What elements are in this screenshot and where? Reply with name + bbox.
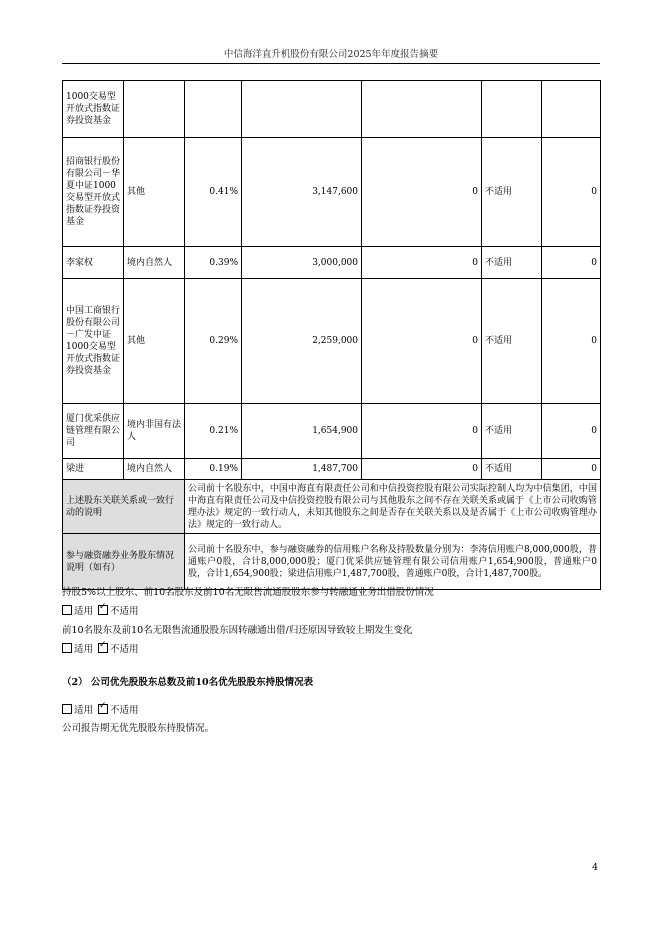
- cell-name: 梁进: [63, 459, 124, 480]
- cell-restricted: 0: [362, 279, 482, 404]
- table-row: [63, 459, 601, 480]
- applicable-checkbox[interactable]: [62, 704, 72, 714]
- cell-type: 境内非国有法人: [124, 404, 185, 459]
- not-applicable-checkbox[interactable]: [98, 605, 108, 615]
- margin-trading-row: [63, 534, 601, 590]
- lending-note: 持股5%以上股东、前10名股东及前10名无限售流通股股东参与转融通业务出借股份情况: [62, 587, 434, 598]
- page-number: 4: [592, 862, 599, 873]
- cell-type: 境内自然人: [124, 459, 185, 480]
- cell-type: 其他: [124, 279, 185, 404]
- cell-pledge-qty: 0: [542, 459, 601, 480]
- change-checkboxes: 适用 ✓ 不适用: [62, 641, 139, 655]
- cell-name: 招商银行股份有限公司－华夏中证1000交易型开放式指数证券投资基金: [63, 138, 124, 247]
- cell-type: [124, 81, 185, 138]
- cell-type: 其他: [124, 138, 185, 247]
- lending-checkboxes: 适用 ✓ 不适用: [62, 603, 139, 617]
- related-parties-text: 公司前十名股东中，中国中海直有限责任公司和中信投资控股有限公司实际控制人均为中信集团，中国中海直有限责任公司及中信投资控股有限公司与其他股东之间不存在关联关系或属于《上市公司收购管理办法》规定的一致行动人，未知其他股东之间是否存在关联关系以及是否属于《上市公司收购管理办法》规定的一致行动人。: [185, 480, 601, 534]
- cell-shares: [242, 81, 362, 138]
- cell-name: 李家权: [63, 247, 124, 279]
- cell-pledge: 不适用: [482, 247, 542, 279]
- cell-pct: 0.21%: [185, 404, 242, 459]
- cell-shares: 1,487,700: [242, 459, 362, 480]
- cell-pledge-qty: 0: [542, 404, 601, 459]
- cell-pct: 0.41%: [185, 138, 242, 247]
- cell-restricted: 0: [362, 138, 482, 247]
- preferred-section-title: （2） 公司优先股股东总数及前10名优先股股东持股情况表: [62, 677, 314, 688]
- cell-pledge: 不适用: [482, 279, 542, 404]
- preferred-checkboxes: 适用 ✓ 不适用: [62, 702, 139, 716]
- cell-shares: 2,259,000: [242, 279, 362, 404]
- cell-pledge-qty: 0: [542, 247, 601, 279]
- table-row: [63, 81, 601, 138]
- table-row: [63, 404, 601, 459]
- related-parties-row: [63, 480, 601, 534]
- cell-pct: 0.39%: [185, 247, 242, 279]
- cell-restricted: 0: [362, 404, 482, 459]
- cell-pledge-qty: 0: [542, 138, 601, 247]
- cell-pct: [185, 81, 242, 138]
- margin-trading-text: 公司前十名股东中，参与融资融券的信用账户名称及持股数量分别为：李涛信用账户8,000,000股，普通账户0股，合计8,000,000股；厦门优采供应链管理有限公司信用账户1,654,900股，普通账户0股，合计1,654,900股；梁进信用账户1,487,700股，普通账户0股，合计1,487,700股。: [185, 534, 601, 590]
- cell-pledge: [482, 81, 542, 138]
- shareholder-table: [62, 80, 601, 590]
- table-row: [63, 279, 601, 404]
- cell-pledge-qty: 0: [542, 279, 601, 404]
- change-note: 前10名股东及前10名无限售流通股股东因转融通出借/归还原因导致较上期发生变化: [62, 625, 413, 636]
- cell-type: 境内自然人: [124, 247, 185, 279]
- preferred-note: 公司报告期无优先股股东持股情况。: [62, 723, 215, 734]
- header-divider: [62, 63, 600, 64]
- cell-pledge: 不适用: [482, 138, 542, 247]
- margin-trading-label: 参与融资融券业务股东情况说明（如有）: [63, 534, 185, 590]
- cell-pledge-qty: [542, 81, 601, 138]
- cell-pledge: 不适用: [482, 459, 542, 480]
- cell-shares: 3,147,600: [242, 138, 362, 247]
- cell-shares: 1,654,900: [242, 404, 362, 459]
- cell-restricted: 0: [362, 459, 482, 480]
- cell-shares: 3,000,000: [242, 247, 362, 279]
- not-applicable-checkbox[interactable]: [98, 643, 108, 653]
- not-applicable-checkbox[interactable]: [98, 704, 108, 714]
- table-row: [63, 138, 601, 247]
- cell-pct: 0.19%: [185, 459, 242, 480]
- cell-name: 1000交易型开放式指数证券投资基金: [63, 81, 124, 138]
- cell-restricted: [362, 81, 482, 138]
- cell-name: 中国工商银行股份有限公司－广发中证1000交易型开放式指数证券投资基金: [63, 279, 124, 404]
- page-header: 中信海洋直升机股份有限公司2025年年度报告摘要: [223, 49, 439, 60]
- cell-restricted: 0: [362, 247, 482, 279]
- related-parties-label: 上述股东关联关系或一致行动的说明: [63, 480, 185, 534]
- cell-pct: 0.29%: [185, 279, 242, 404]
- applicable-checkbox[interactable]: [62, 605, 72, 615]
- applicable-checkbox[interactable]: [62, 643, 72, 653]
- cell-pledge: 不适用: [482, 404, 542, 459]
- cell-name: 厦门优采供应链管理有限公司: [63, 404, 124, 459]
- table-row: [63, 247, 601, 279]
